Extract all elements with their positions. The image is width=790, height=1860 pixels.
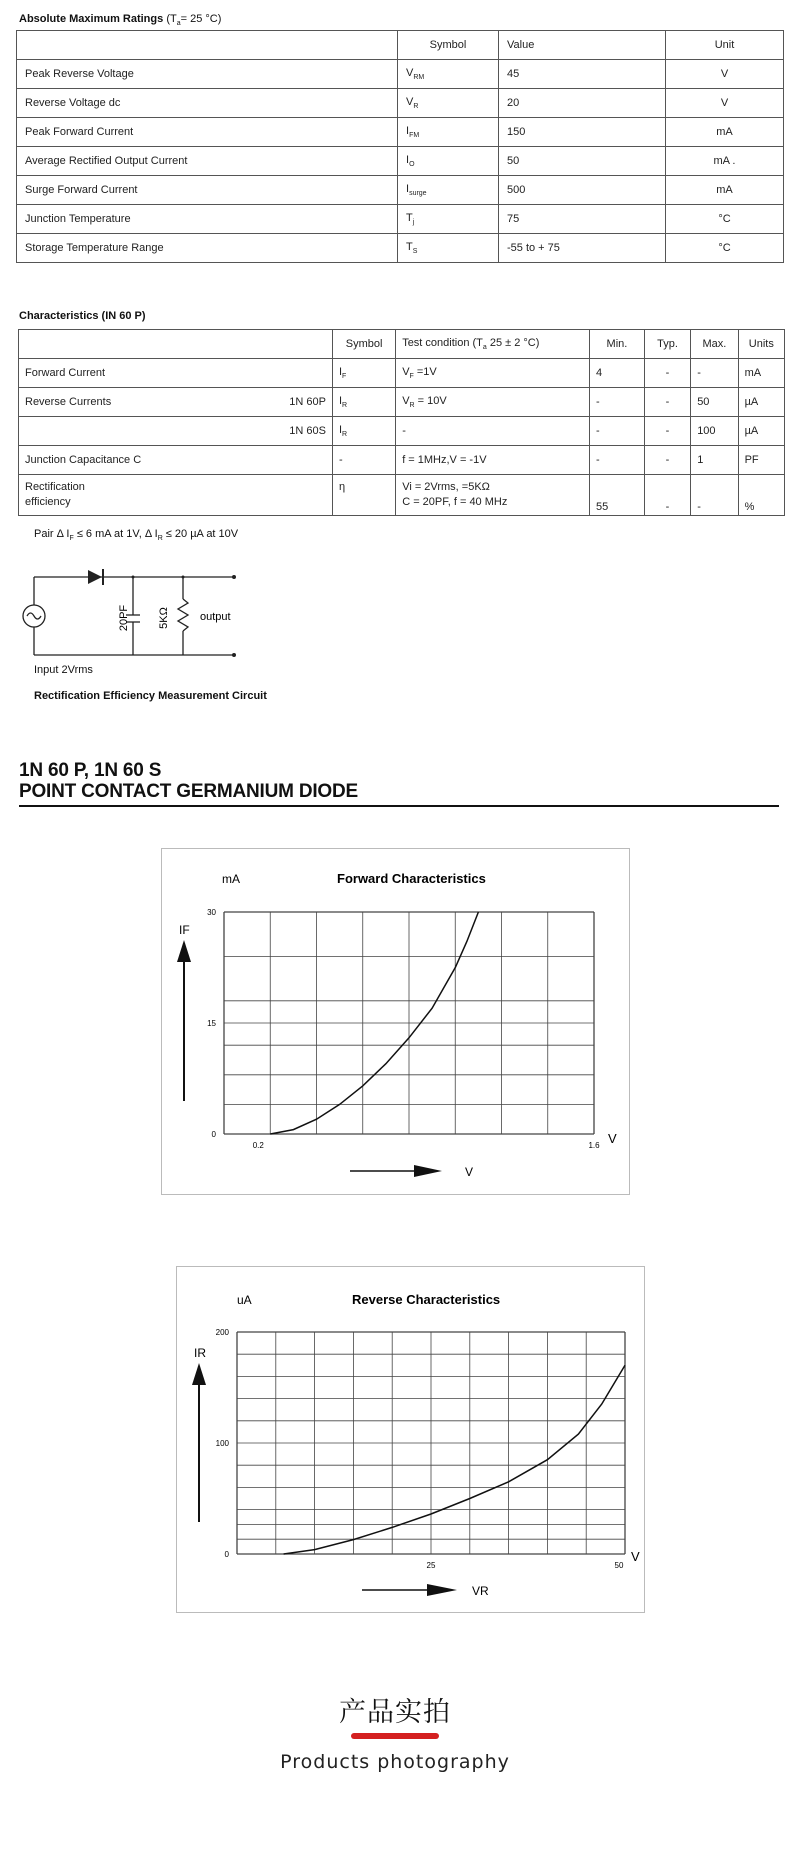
char-row-reverse-current-60s [19, 417, 785, 446]
output-label: output [200, 611, 231, 623]
char-header-typ: Typ. [644, 330, 690, 359]
reverse-y-axis-label: IR [194, 1346, 206, 1360]
x-tick-label: 1.6 [588, 1141, 600, 1150]
abs-unit: V [666, 60, 784, 89]
x-tick-label: 25 [426, 1561, 436, 1570]
char-min: 55 [590, 475, 645, 516]
resistor-label: 5KΩ [158, 607, 170, 629]
char-unit: µA [738, 388, 784, 417]
measurement-circuit [20, 565, 270, 680]
abs-unit: mA [666, 176, 784, 205]
forward-chart-title: Forward Characteristics [337, 871, 486, 886]
char-max: 50 [691, 388, 738, 417]
characteristics-title: Characteristics (IN 60 P) [19, 310, 146, 322]
char-typ: - [644, 359, 690, 388]
char-symbol: $I_F$ [332, 359, 395, 388]
char-symbol: η [332, 475, 395, 516]
char-typ: - [644, 475, 690, 516]
char-max: - [691, 475, 738, 516]
abs-symbol: $V_{RM}$ [398, 60, 499, 89]
reverse-chart-panel [176, 1266, 645, 1613]
abs-value: 500 [499, 176, 666, 205]
char-model: 1N 60P [289, 396, 326, 408]
abs-ratings-header-value: Value [499, 31, 666, 60]
char-max: 100 [691, 417, 738, 446]
x-tick-label: 50 [614, 1561, 624, 1570]
abs-unit: °C [666, 205, 784, 234]
abs-ratings-header-symbol: Symbol [398, 31, 499, 60]
abs-value: 50 [499, 147, 666, 176]
char-param: Junction Capacitance C [19, 446, 333, 475]
abs-ratings-condition: ($T_a= 25$ °C) [166, 13, 222, 28]
reverse-x-end-label: V [631, 1549, 640, 1564]
abs-unit: mA [666, 118, 784, 147]
abs-symbol: $I_O$ [398, 147, 499, 176]
forward-chart-panel [161, 848, 630, 1195]
abs-ratings-row [17, 234, 784, 263]
y-tick-label: 30 [207, 908, 216, 917]
char-header-param [19, 330, 333, 359]
char-unit: PF [738, 446, 784, 475]
char-min: - [590, 417, 645, 446]
abs-ratings-header-param [17, 31, 398, 60]
capacitor-label: 20PF [118, 604, 130, 632]
char-typ: - [644, 388, 690, 417]
char-row-reverse-current-60p [19, 388, 785, 417]
y-tick-label: 0 [211, 1130, 216, 1139]
abs-ratings-table [16, 30, 784, 263]
forward-characteristics-chart [162, 849, 629, 1194]
char-min: 4 [590, 359, 645, 388]
abs-ratings-header-unit: Unit [666, 31, 784, 60]
reverse-chart-title: Reverse Characteristics [352, 1292, 501, 1307]
y-tick-label: 15 [207, 1019, 216, 1028]
char-header-max: Max. [691, 330, 738, 359]
abs-param: Surge Forward Current [17, 176, 398, 205]
reverse-unit-label: uA [237, 1293, 252, 1307]
forward-x-axis-label: V [465, 1165, 474, 1179]
abs-param: Peak Forward Current [17, 118, 398, 147]
abs-unit: V [666, 89, 784, 118]
heading-rule [19, 805, 779, 807]
abs-symbol: $T_S$ [398, 234, 499, 263]
char-param: Rectification efficiency [19, 475, 333, 516]
char-condition: f = 1MHz,V = -1V [396, 446, 590, 475]
forward-x-arrow [350, 1165, 442, 1177]
char-symbol: $I_R$ [332, 388, 395, 417]
x-tick-label: 0.2 [252, 1141, 264, 1150]
char-symbol: $I_R$ [332, 417, 395, 446]
product-type: POINT CONTACT GERMANIUM DIODE [19, 781, 359, 802]
char-condition: - [396, 417, 590, 446]
char-condition: $V_R = 10V$ [396, 388, 590, 417]
input-label: Input 2Vrms [34, 664, 93, 676]
forward-unit-label: mA [222, 872, 240, 886]
char-header-test: Test condition ($T_a$ 25 ± 2 °C) [396, 330, 590, 359]
abs-symbol: $T_j$ [398, 205, 499, 234]
char-header-min: Min. [590, 330, 645, 359]
products-photography-section [0, 1690, 790, 1773]
abs-value: 150 [499, 118, 666, 147]
char-typ: - [644, 446, 690, 475]
characteristics-table [18, 329, 785, 516]
reverse-characteristics-chart [177, 1267, 644, 1612]
abs-symbol: $I_{FM}$ [398, 118, 499, 147]
abs-param: Peak Reverse Voltage [17, 60, 398, 89]
abs-ratings-row [17, 60, 784, 89]
section-subtitle-en: Products photography [280, 1751, 510, 1773]
char-row-forward-current [19, 359, 785, 388]
char-max: - [691, 359, 738, 388]
abs-ratings-row [17, 176, 784, 205]
char-header-symbol: Symbol [332, 330, 395, 359]
forward-y-axis-label: IF [179, 923, 190, 937]
section-title-cn: 产品实拍 [339, 1697, 451, 1728]
char-row-junction-capacitance [19, 446, 785, 475]
abs-symbol: $I_{surge}$ [398, 176, 499, 205]
characteristics-header-row [19, 330, 785, 359]
product-models: 1N 60 P, 1N 60 S [19, 760, 162, 781]
abs-unit: mA . [666, 147, 784, 176]
reverse-x-axis-label: VR [472, 1584, 489, 1598]
char-symbol: - [332, 446, 395, 475]
char-max: 1 [691, 446, 738, 475]
char-param: Forward Current [19, 359, 333, 388]
char-row-rectification [19, 475, 785, 516]
abs-ratings-row [17, 205, 784, 234]
char-unit: µA [738, 417, 784, 446]
abs-ratings-title-text: Absolute Maximum Ratings [19, 13, 164, 25]
char-param: Reverse Currents 1N 60P [19, 388, 333, 417]
abs-param: Junction Temperature [17, 205, 398, 234]
reverse-y-arrow [192, 1363, 206, 1522]
abs-value: 20 [499, 89, 666, 118]
pair-note: Pair Δ $I_F \le 6$ mA at 1V, Δ $I_R \le 20$ µA at 10V [34, 528, 239, 543]
forward-y-arrow [177, 940, 191, 1101]
title-accent-bar [351, 1733, 439, 1739]
diode-symbol [88, 569, 103, 585]
abs-param: Storage Temperature Range [17, 234, 398, 263]
abs-ratings-row [17, 89, 784, 118]
abs-symbol: $V_R$ [398, 89, 499, 118]
reverse-x-arrow [362, 1584, 457, 1596]
y-tick-label: 0 [224, 1550, 229, 1559]
abs-value: 75 [499, 205, 666, 234]
abs-ratings-row [17, 118, 784, 147]
char-model: 1N 60S [289, 425, 326, 437]
circuit-caption: Rectification Efficiency Measurement Circuit [34, 690, 267, 702]
char-unit: mA [738, 359, 784, 388]
abs-unit: °C [666, 234, 784, 263]
abs-ratings-title [19, 13, 221, 27]
char-min: - [590, 388, 645, 417]
forward-x-end-label: V [608, 1131, 617, 1146]
abs-value: 45 [499, 60, 666, 89]
abs-param: Reverse Voltage dc [17, 89, 398, 118]
abs-ratings-row [17, 147, 784, 176]
abs-param: Average Rectified Output Current [17, 147, 398, 176]
product-heading [19, 760, 358, 802]
char-typ: - [644, 417, 690, 446]
series-line-ir [284, 1365, 625, 1554]
char-header-units: Units [738, 330, 784, 359]
y-tick-label: 200 [215, 1328, 229, 1337]
y-tick-label: 100 [215, 1439, 229, 1448]
char-unit: % [738, 475, 784, 516]
char-min: - [590, 446, 645, 475]
abs-value: -55 to + 75 [499, 234, 666, 263]
char-condition: Vi = 2Vrms, =5KΩ C = 20PF, f = 40 MHz [396, 475, 590, 516]
abs-ratings-header-row [17, 31, 784, 60]
char-param [19, 417, 333, 446]
char-condition: $V_F =1V$ [396, 359, 590, 388]
